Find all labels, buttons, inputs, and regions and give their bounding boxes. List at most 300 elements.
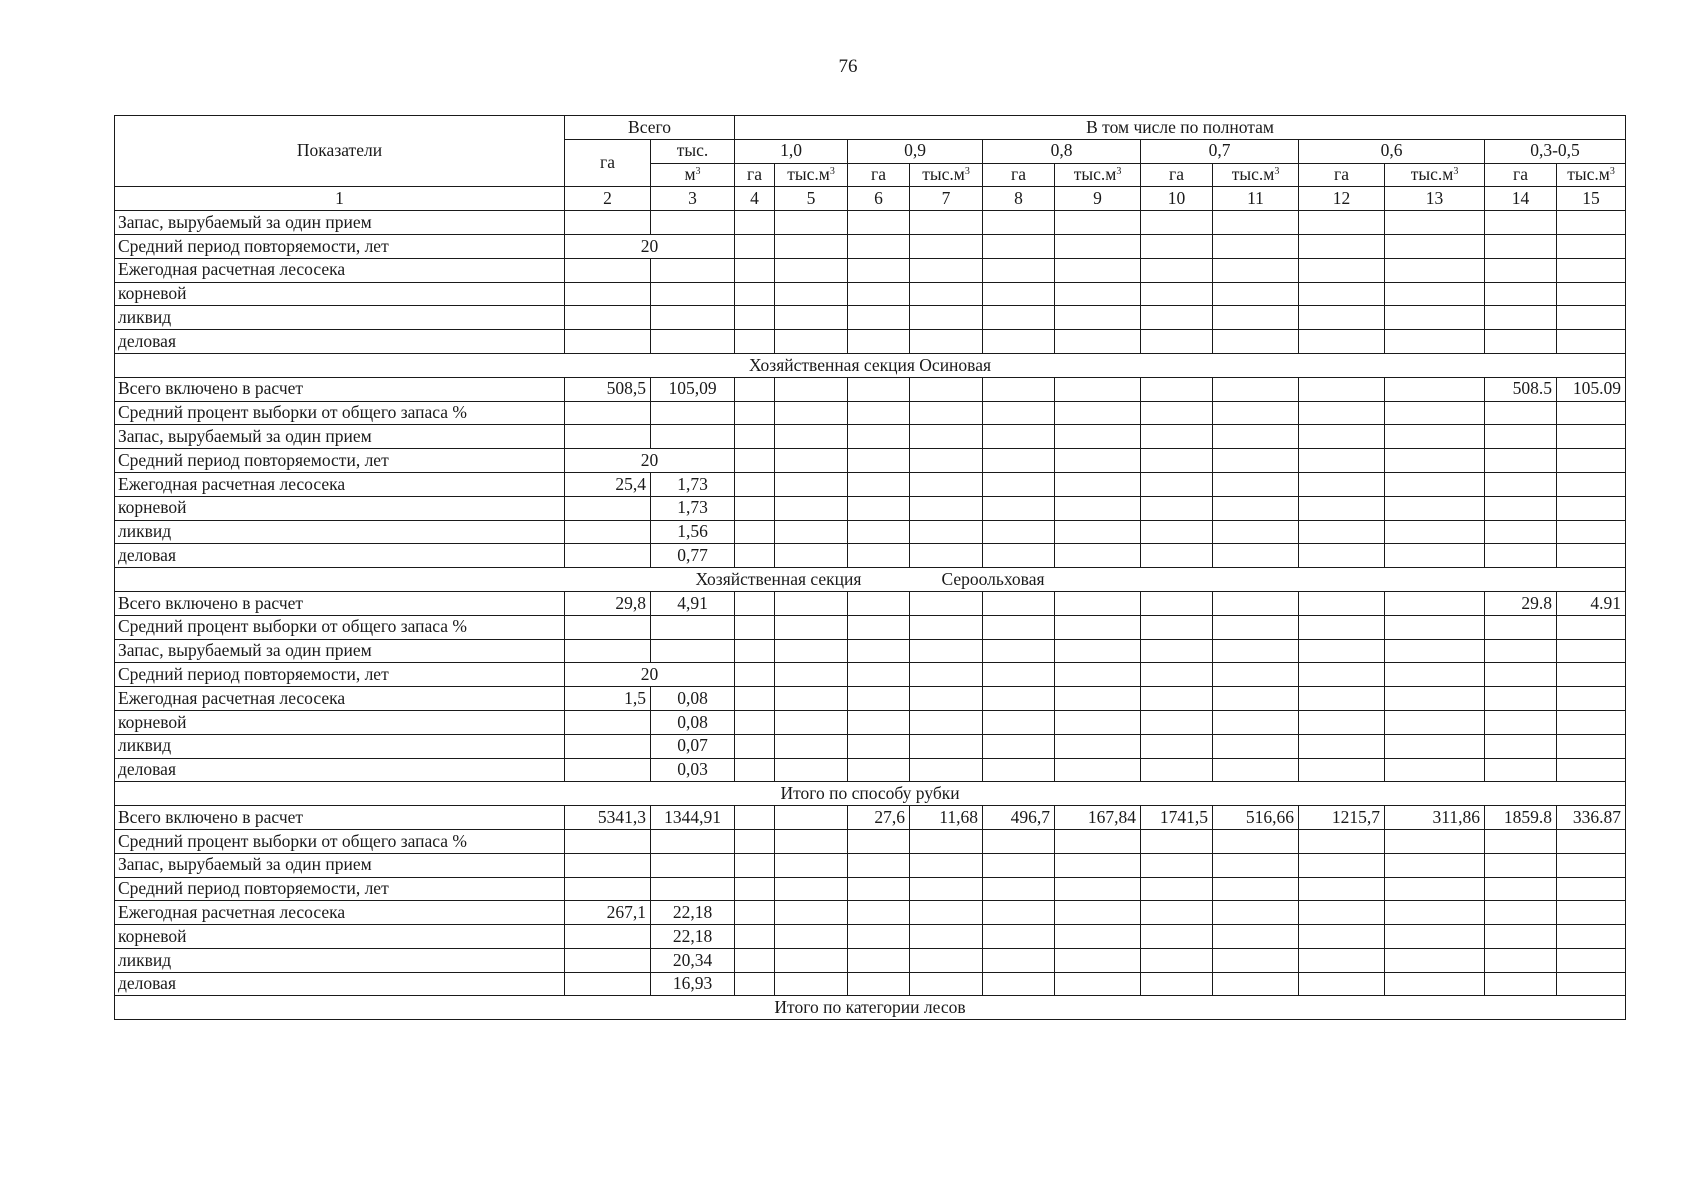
cell-col-7 bbox=[910, 829, 983, 853]
cell-col-7 bbox=[910, 925, 983, 949]
header-unit-thous-m3: $тыс.м^3$ bbox=[1213, 163, 1299, 187]
cell-col-7 bbox=[910, 520, 983, 544]
cell-col-13: 311,86 bbox=[1385, 806, 1485, 830]
cell-col-15 bbox=[1557, 449, 1626, 473]
cell-col-14 bbox=[1485, 639, 1557, 663]
cell-col-4 bbox=[735, 401, 775, 425]
row-label: ликвид bbox=[115, 948, 565, 972]
row-label: Ежегодная расчетная лесосека bbox=[115, 901, 565, 925]
row-label: Средний процент выборки от общего запаса % bbox=[115, 829, 565, 853]
cell-col-2 bbox=[565, 425, 651, 449]
cell-col-3: 1,73 bbox=[651, 472, 735, 496]
cell-col-7: 11,68 bbox=[910, 806, 983, 830]
cell-col-7 bbox=[910, 472, 983, 496]
column-number: 10 bbox=[1141, 187, 1213, 211]
cell-col-6 bbox=[848, 972, 910, 996]
row-label: Запас, вырубаемый за один прием bbox=[115, 211, 565, 235]
cell-col-7 bbox=[910, 877, 983, 901]
cell-col-5 bbox=[775, 496, 848, 520]
merged-total-cell: 20 bbox=[565, 663, 735, 687]
row-label: Всего включено в расчет bbox=[115, 377, 565, 401]
cell-col-9 bbox=[1055, 377, 1141, 401]
cell-col-2 bbox=[565, 615, 651, 639]
cell-col-6 bbox=[848, 496, 910, 520]
cell-col-15 bbox=[1557, 330, 1626, 354]
cell-col-2 bbox=[565, 401, 651, 425]
cell-col-4 bbox=[735, 377, 775, 401]
cell-col-10 bbox=[1141, 853, 1213, 877]
cell-col-12 bbox=[1299, 591, 1385, 615]
cell-col-4 bbox=[735, 829, 775, 853]
cell-col-5 bbox=[775, 877, 848, 901]
cell-col-14 bbox=[1485, 496, 1557, 520]
cell-col-11 bbox=[1213, 449, 1299, 473]
cell-col-12 bbox=[1299, 615, 1385, 639]
cell-col-10 bbox=[1141, 758, 1213, 782]
cell-col-6 bbox=[848, 758, 910, 782]
cell-col-10 bbox=[1141, 234, 1213, 258]
cell-col-9 bbox=[1055, 925, 1141, 949]
cell-col-15 bbox=[1557, 734, 1626, 758]
cell-col-5 bbox=[775, 234, 848, 258]
cell-col-15 bbox=[1557, 948, 1626, 972]
cell-col-15 bbox=[1557, 544, 1626, 568]
cell-col-3 bbox=[651, 282, 735, 306]
cell-col-11 bbox=[1213, 258, 1299, 282]
cell-col-4 bbox=[735, 544, 775, 568]
cell-col-11 bbox=[1213, 544, 1299, 568]
cell-col-3: 0,77 bbox=[651, 544, 735, 568]
cell-col-9 bbox=[1055, 639, 1141, 663]
cell-col-14 bbox=[1485, 925, 1557, 949]
cell-col-9 bbox=[1055, 496, 1141, 520]
cell-col-5 bbox=[775, 687, 848, 711]
column-number: 13 bbox=[1385, 187, 1485, 211]
table-row bbox=[115, 972, 1626, 996]
cell-col-9 bbox=[1055, 853, 1141, 877]
cell-col-12 bbox=[1299, 734, 1385, 758]
cell-col-11 bbox=[1213, 425, 1299, 449]
cell-col-2: 1,5 bbox=[565, 687, 651, 711]
cell-col-13 bbox=[1385, 972, 1485, 996]
cell-col-4 bbox=[735, 496, 775, 520]
cell-col-11 bbox=[1213, 710, 1299, 734]
cell-col-15 bbox=[1557, 401, 1626, 425]
cell-col-13 bbox=[1385, 496, 1485, 520]
table-row bbox=[115, 663, 1626, 687]
table-row bbox=[115, 282, 1626, 306]
cell-col-9 bbox=[1055, 663, 1141, 687]
header-unit-thous-m3: $тыс.м^3$ bbox=[1055, 163, 1141, 187]
cell-col-10 bbox=[1141, 401, 1213, 425]
cell-col-3: 16,93 bbox=[651, 972, 735, 996]
cell-col-14 bbox=[1485, 544, 1557, 568]
merged-total-cell: 20 bbox=[565, 449, 735, 473]
cell-col-4 bbox=[735, 615, 775, 639]
table-row bbox=[115, 449, 1626, 473]
row-label: Всего включено в расчет bbox=[115, 806, 565, 830]
cell-col-10 bbox=[1141, 901, 1213, 925]
row-label: деловая bbox=[115, 972, 565, 996]
cell-col-15: 105.09 bbox=[1557, 377, 1626, 401]
cell-col-7 bbox=[910, 948, 983, 972]
cell-col-13 bbox=[1385, 710, 1485, 734]
cell-col-8 bbox=[983, 258, 1055, 282]
header-density-4: 0,7 bbox=[1141, 139, 1299, 163]
cell-col-13 bbox=[1385, 734, 1485, 758]
cell-col-2 bbox=[565, 544, 651, 568]
section-seroolkhovaya-title-row bbox=[115, 568, 1626, 592]
cell-col-2: 5341,3 bbox=[565, 806, 651, 830]
row-label: Средний период повторяемости, лет bbox=[115, 234, 565, 258]
column-number: 14 bbox=[1485, 187, 1557, 211]
cell-col-3 bbox=[651, 401, 735, 425]
cell-col-7 bbox=[910, 663, 983, 687]
cell-col-13 bbox=[1385, 401, 1485, 425]
cell-col-14 bbox=[1485, 948, 1557, 972]
row-label: Средний период повторяемости, лет bbox=[115, 449, 565, 473]
cell-col-9 bbox=[1055, 306, 1141, 330]
cell-col-12 bbox=[1299, 877, 1385, 901]
cell-col-7 bbox=[910, 734, 983, 758]
cell-col-5 bbox=[775, 282, 848, 306]
cell-col-8: 496,7 bbox=[983, 806, 1055, 830]
cell-col-5 bbox=[775, 734, 848, 758]
row-label: Ежегодная расчетная лесосека bbox=[115, 472, 565, 496]
header-indicators: Показатели bbox=[115, 116, 565, 187]
row-label: Запас, вырубаемый за один прием bbox=[115, 853, 565, 877]
cell-col-10 bbox=[1141, 972, 1213, 996]
table-row bbox=[115, 639, 1626, 663]
header-total: Всего bbox=[565, 116, 735, 140]
cell-col-6 bbox=[848, 901, 910, 925]
cell-col-12 bbox=[1299, 234, 1385, 258]
row-label: Ежегодная расчетная лесосека bbox=[115, 258, 565, 282]
cell-col-10 bbox=[1141, 734, 1213, 758]
table-row bbox=[115, 472, 1626, 496]
cell-col-15 bbox=[1557, 687, 1626, 711]
cell-col-11 bbox=[1213, 901, 1299, 925]
cell-col-13 bbox=[1385, 234, 1485, 258]
cell-col-2 bbox=[565, 258, 651, 282]
cell-col-12 bbox=[1299, 520, 1385, 544]
cell-col-5 bbox=[775, 925, 848, 949]
cell-col-7 bbox=[910, 853, 983, 877]
header-including-by-density: В том числе по полнотам bbox=[735, 116, 1626, 140]
header-unit-ha: га bbox=[983, 163, 1055, 187]
cell-col-8 bbox=[983, 449, 1055, 473]
cell-col-10 bbox=[1141, 282, 1213, 306]
cell-col-8 bbox=[983, 544, 1055, 568]
cell-col-8 bbox=[983, 710, 1055, 734]
cell-col-14 bbox=[1485, 710, 1557, 734]
cell-col-4 bbox=[735, 258, 775, 282]
cell-col-3: 4,91 bbox=[651, 591, 735, 615]
cell-col-9 bbox=[1055, 877, 1141, 901]
cell-col-4 bbox=[735, 901, 775, 925]
cell-col-5 bbox=[775, 377, 848, 401]
cell-col-4 bbox=[735, 925, 775, 949]
cell-col-2 bbox=[565, 853, 651, 877]
cell-col-4 bbox=[735, 449, 775, 473]
cell-col-5 bbox=[775, 544, 848, 568]
cell-col-7 bbox=[910, 330, 983, 354]
column-number: 6 bbox=[848, 187, 910, 211]
cell-col-2 bbox=[565, 211, 651, 235]
cell-col-5 bbox=[775, 425, 848, 449]
cell-col-8 bbox=[983, 425, 1055, 449]
cell-col-14: 29.8 bbox=[1485, 591, 1557, 615]
cell-col-13 bbox=[1385, 687, 1485, 711]
cell-col-12 bbox=[1299, 496, 1385, 520]
cell-col-5 bbox=[775, 258, 848, 282]
column-number: 5 bbox=[775, 187, 848, 211]
table-row bbox=[115, 401, 1626, 425]
cell-col-14: 508.5 bbox=[1485, 377, 1557, 401]
cell-col-5 bbox=[775, 806, 848, 830]
cell-col-9 bbox=[1055, 829, 1141, 853]
header-unit-thous-m3: $тыс.м^3$ bbox=[910, 163, 983, 187]
cell-col-7 bbox=[910, 211, 983, 235]
cell-col-7 bbox=[910, 496, 983, 520]
cell-col-8 bbox=[983, 401, 1055, 425]
column-number: 15 bbox=[1557, 187, 1626, 211]
cell-col-7 bbox=[910, 425, 983, 449]
cell-col-13 bbox=[1385, 758, 1485, 782]
cell-col-9 bbox=[1055, 948, 1141, 972]
cell-col-13 bbox=[1385, 925, 1485, 949]
table-row bbox=[115, 377, 1626, 401]
cell-col-6 bbox=[848, 282, 910, 306]
cell-col-11 bbox=[1213, 758, 1299, 782]
cell-col-13 bbox=[1385, 425, 1485, 449]
cell-col-7 bbox=[910, 710, 983, 734]
cell-col-3: 0,07 bbox=[651, 734, 735, 758]
cell-col-14 bbox=[1485, 425, 1557, 449]
cell-col-7 bbox=[910, 449, 983, 473]
cell-col-7 bbox=[910, 234, 983, 258]
cell-col-14 bbox=[1485, 306, 1557, 330]
section-forest-category-title-row bbox=[115, 996, 1626, 1020]
cell-col-14 bbox=[1485, 734, 1557, 758]
cell-col-3: 0,08 bbox=[651, 710, 735, 734]
cell-col-3: 1,73 bbox=[651, 496, 735, 520]
table-row bbox=[115, 687, 1626, 711]
cell-col-14: 1859.8 bbox=[1485, 806, 1557, 830]
cell-col-14 bbox=[1485, 877, 1557, 901]
cell-col-3 bbox=[651, 853, 735, 877]
cell-col-9 bbox=[1055, 758, 1141, 782]
cell-col-6 bbox=[848, 639, 910, 663]
table-row bbox=[115, 330, 1626, 354]
cell-col-8 bbox=[983, 758, 1055, 782]
cell-col-15 bbox=[1557, 520, 1626, 544]
cell-col-8 bbox=[983, 472, 1055, 496]
cell-col-10 bbox=[1141, 211, 1213, 235]
cell-col-10 bbox=[1141, 520, 1213, 544]
table-row bbox=[115, 710, 1626, 734]
cell-col-13 bbox=[1385, 829, 1485, 853]
table-row bbox=[115, 615, 1626, 639]
cell-col-3: 22,18 bbox=[651, 925, 735, 949]
cell-col-7 bbox=[910, 306, 983, 330]
cell-col-14 bbox=[1485, 449, 1557, 473]
cell-col-5 bbox=[775, 472, 848, 496]
cell-col-15: 336.87 bbox=[1557, 806, 1626, 830]
cell-col-6 bbox=[848, 925, 910, 949]
cell-col-3: 0,03 bbox=[651, 758, 735, 782]
cell-col-10 bbox=[1141, 687, 1213, 711]
cell-col-15 bbox=[1557, 710, 1626, 734]
cell-col-2 bbox=[565, 877, 651, 901]
cell-col-3 bbox=[651, 211, 735, 235]
cell-col-11 bbox=[1213, 330, 1299, 354]
cell-col-4 bbox=[735, 330, 775, 354]
cell-col-13 bbox=[1385, 258, 1485, 282]
cell-col-11 bbox=[1213, 853, 1299, 877]
cell-col-13 bbox=[1385, 282, 1485, 306]
row-label: деловая bbox=[115, 758, 565, 782]
cell-col-11 bbox=[1213, 211, 1299, 235]
cell-col-10 bbox=[1141, 877, 1213, 901]
cell-col-3 bbox=[651, 306, 735, 330]
cell-col-14 bbox=[1485, 234, 1557, 258]
cell-col-8 bbox=[983, 282, 1055, 306]
cell-col-15 bbox=[1557, 972, 1626, 996]
header-unit-ha: га bbox=[1299, 163, 1385, 187]
header-total-ha: га bbox=[565, 139, 651, 187]
cell-col-3 bbox=[651, 425, 735, 449]
table-row bbox=[115, 234, 1626, 258]
cell-col-5 bbox=[775, 948, 848, 972]
cell-col-4 bbox=[735, 687, 775, 711]
cell-col-6 bbox=[848, 853, 910, 877]
table-row bbox=[115, 734, 1626, 758]
cell-col-14 bbox=[1485, 853, 1557, 877]
row-label: ликвид bbox=[115, 734, 565, 758]
cell-col-5 bbox=[775, 758, 848, 782]
section-title: Хозяйственная секция Сероольховая bbox=[115, 568, 1626, 592]
column-numbers-row bbox=[115, 187, 1626, 211]
header-total-thous-line1: тыс. bbox=[651, 139, 735, 163]
section-title: Итого по способу рубки bbox=[115, 782, 1626, 806]
cell-col-11 bbox=[1213, 401, 1299, 425]
cell-col-2 bbox=[565, 758, 651, 782]
table-row bbox=[115, 806, 1626, 830]
cell-col-15 bbox=[1557, 639, 1626, 663]
cell-col-12 bbox=[1299, 258, 1385, 282]
row-label: Запас, вырубаемый за один прием bbox=[115, 639, 565, 663]
column-number: 12 bbox=[1299, 187, 1385, 211]
header-unit-thous-m3: $тыс.м^3$ bbox=[1557, 163, 1626, 187]
cell-col-12 bbox=[1299, 829, 1385, 853]
cell-col-10 bbox=[1141, 948, 1213, 972]
cell-col-4 bbox=[735, 734, 775, 758]
cell-col-6 bbox=[848, 234, 910, 258]
cell-col-6 bbox=[848, 734, 910, 758]
cell-col-10 bbox=[1141, 829, 1213, 853]
table-row bbox=[115, 591, 1626, 615]
cell-col-6 bbox=[848, 877, 910, 901]
cell-col-6 bbox=[848, 663, 910, 687]
cell-col-15 bbox=[1557, 306, 1626, 330]
cell-col-12 bbox=[1299, 544, 1385, 568]
cell-col-2: 29,8 bbox=[565, 591, 651, 615]
cell-col-12 bbox=[1299, 282, 1385, 306]
table-row bbox=[115, 211, 1626, 235]
cell-col-15 bbox=[1557, 877, 1626, 901]
cell-col-11 bbox=[1213, 591, 1299, 615]
cell-col-9 bbox=[1055, 234, 1141, 258]
cell-col-10: 1741,5 bbox=[1141, 806, 1213, 830]
cell-col-15 bbox=[1557, 615, 1626, 639]
cell-col-2: 508,5 bbox=[565, 377, 651, 401]
column-number: 11 bbox=[1213, 187, 1299, 211]
cell-col-7 bbox=[910, 687, 983, 711]
cell-col-6 bbox=[848, 948, 910, 972]
header-unit-ha: га bbox=[735, 163, 775, 187]
cell-col-13 bbox=[1385, 472, 1485, 496]
cell-col-12 bbox=[1299, 853, 1385, 877]
cell-col-12 bbox=[1299, 758, 1385, 782]
cell-col-10 bbox=[1141, 306, 1213, 330]
header-density-6: 0,3-0,5 bbox=[1485, 139, 1626, 163]
cell-col-4 bbox=[735, 520, 775, 544]
cell-col-11 bbox=[1213, 829, 1299, 853]
cell-col-10 bbox=[1141, 615, 1213, 639]
cell-col-9 bbox=[1055, 901, 1141, 925]
cell-col-13 bbox=[1385, 306, 1485, 330]
cell-col-2 bbox=[565, 282, 651, 306]
cell-col-13 bbox=[1385, 615, 1485, 639]
column-number: 7 bbox=[910, 187, 983, 211]
cell-col-4 bbox=[735, 639, 775, 663]
cell-col-8 bbox=[983, 829, 1055, 853]
cell-col-15 bbox=[1557, 234, 1626, 258]
cell-col-15 bbox=[1557, 901, 1626, 925]
cell-col-7 bbox=[910, 615, 983, 639]
cell-col-14 bbox=[1485, 829, 1557, 853]
cell-col-10 bbox=[1141, 472, 1213, 496]
cell-col-8 bbox=[983, 877, 1055, 901]
cell-col-9 bbox=[1055, 591, 1141, 615]
cell-col-5 bbox=[775, 615, 848, 639]
cell-col-5 bbox=[775, 663, 848, 687]
cell-col-2 bbox=[565, 948, 651, 972]
cell-col-10 bbox=[1141, 330, 1213, 354]
cell-col-11 bbox=[1213, 687, 1299, 711]
cell-col-9 bbox=[1055, 425, 1141, 449]
cell-col-12 bbox=[1299, 306, 1385, 330]
cell-col-5 bbox=[775, 330, 848, 354]
column-number: 1 bbox=[115, 187, 565, 211]
cell-col-9 bbox=[1055, 449, 1141, 473]
cell-col-7 bbox=[910, 972, 983, 996]
cell-col-3 bbox=[651, 877, 735, 901]
cell-col-14 bbox=[1485, 972, 1557, 996]
cell-col-7 bbox=[910, 401, 983, 425]
cell-col-15 bbox=[1557, 853, 1626, 877]
cell-col-9 bbox=[1055, 401, 1141, 425]
cell-col-9 bbox=[1055, 472, 1141, 496]
table-row bbox=[115, 496, 1626, 520]
cell-col-6 bbox=[848, 591, 910, 615]
cell-col-6 bbox=[848, 330, 910, 354]
cell-col-6 bbox=[848, 377, 910, 401]
cell-col-2 bbox=[565, 925, 651, 949]
cell-col-6 bbox=[848, 306, 910, 330]
header-unit-thous-m3: $тыс.м^3$ bbox=[1385, 163, 1485, 187]
